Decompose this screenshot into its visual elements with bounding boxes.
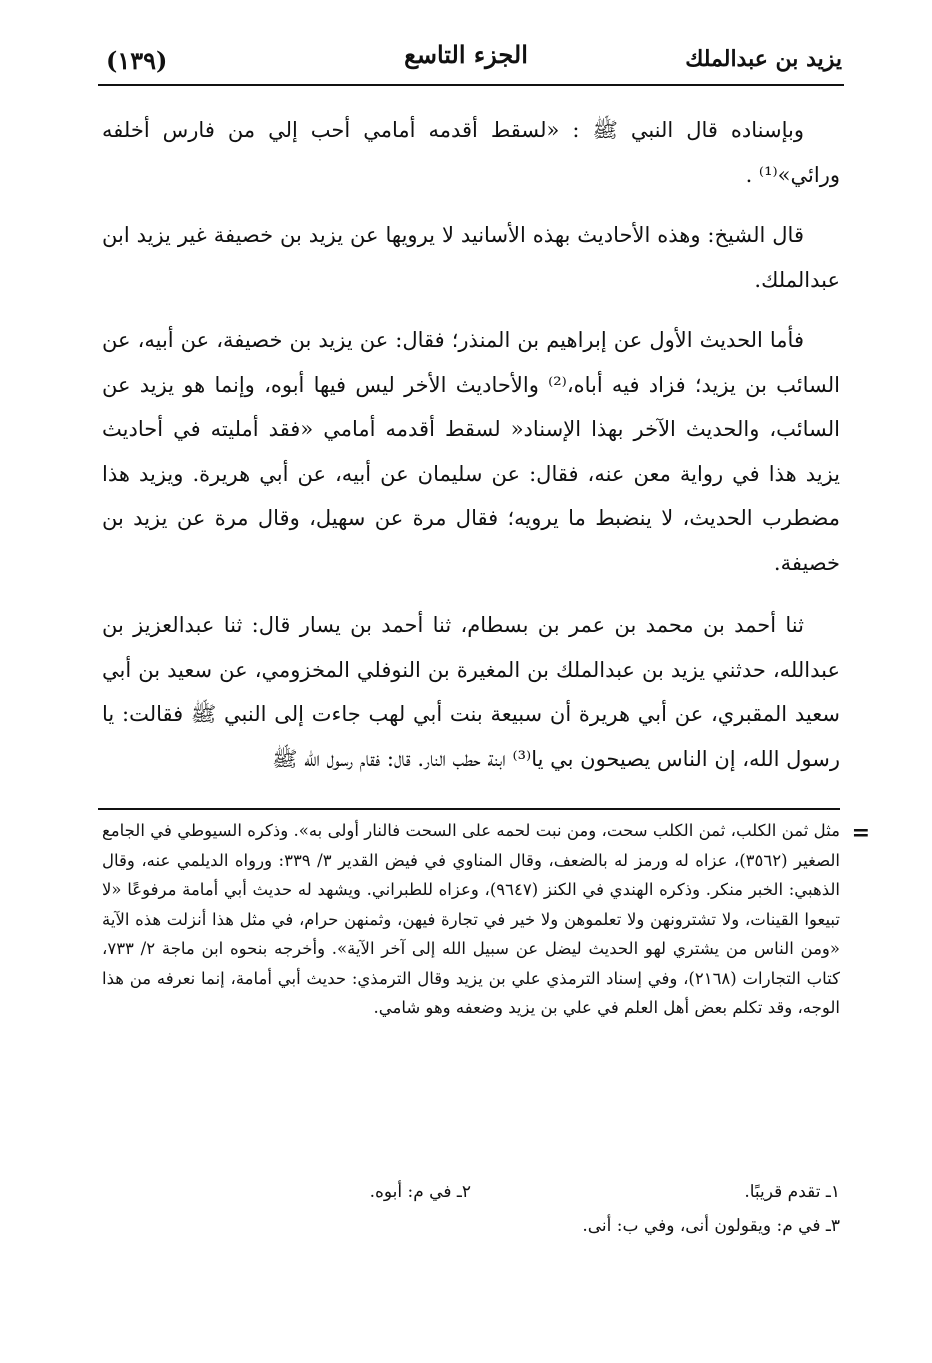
footnote-refs	[102, 1175, 840, 1243]
footnote-divider	[98, 808, 840, 810]
paragraph: قال الشيخ: وهذه الأحاديث بهذه الأسانيد لا يرويها عن يزيد بن خصيفة غير يزيد ابن عبدالملك.	[102, 223, 840, 292]
chapter-title: يزيد بن عبدالملك	[685, 46, 842, 72]
footnote-text: مثل ثمن الكلب، ثمن الكلب سحت، ومن نبت لحمه على السحت فالنار أولى به». وذكره السيوطي في الجامع الصغير (٣٥٦٢)، عزاه له ورمز له بالضعف، وقال المناوي في فيض القدير ٣/ ٣٣٩: ورواه الديلمي عنه، وقال الذهبي: الخبر منكر. وذكره الهندي في الكنز (٩٦٤٧)، وعزاه للطبراني. ويشهد له حديث أبي أمامة مرفوعًا «لا تبيعوا القينات، ولا تشترونهن ولا تعلموهن ولا خير في تجارة فيهن، وثمنهن حرام، في مثل هذا أنزلت هذه الآية «ومن الناس من يشتري لهو الحديث ليضل عن سبيل الله إلى آخر الآية». وأخرجه بنحوه ابن ماجة ٢/ ٧٣٣، كتاب التجارات (٢١٦٨)، وفي إسناد الترمذي علي بن يزيد وقال الترمذي: حديث أبي أمامة، إنما نعرفه من هذا الوجه، وقد تكلم بعض أهل العلم في علي بن يزيد وضعفه وهو شامي.	[102, 821, 840, 1017]
paragraph: ثنا أحمد بن محمد بن عمر بن بسطام، ثنا أحمد بن يسار قال: ثنا عبدالعزيز بن عبدالله، حدثني يزيد بن عبدالملك بن المغيرة بن النوفلي المخزومي، عن سعيد بن أبي سعيد المقبري، عن أبي هريرة أن سبيعة بنت أبي لهب جاءت إلى النبي ﷺ فقالت: يا رسول الله، إن الناس يصيحون بي يا⁽³⁾ ابنة حطب النار. قال: فقام رسول الله ﷺ	[102, 613, 840, 771]
footnote-continuation-mark: =	[851, 820, 870, 846]
paragraph: وبإسناده قال النبي ﷺ : «لسقط أقدمه أمامي أحب إلي من فارس أخلفه ورائي»⁽¹⁾ .	[102, 118, 840, 187]
footnote-ref: ١ـ تقدم قريبًا.	[744, 1182, 840, 1202]
footnote-ref-row	[102, 1175, 840, 1209]
footnote-ref: ٢ـ في م: أبوه.	[369, 1182, 471, 1202]
paragraph: فأما الحديث الأول عن إبراهيم بن المنذر؛ فقال: عن يزيد بن خصيفة، عن أبيه، عن السائب بن يزيد؛ فزاد فيه أباه،⁽²⁾ والأحاديث الأخر ليس فيها أبوه، وإنما هو يزيد عن السائب، والحديث الآخر بهذا الإسناد« لسقط أقدمه أمامي «فقد أمليته في أحاديث يزيد هذا في رواية معن عنه، فقال: عن سليمان عن أبيه، عن أبي هريرة. ويزيد هذا مضطرب الحديث، لا ينضبط ما يرويه؛ فقال مرة عن سهيل، وقال مرة عن يزيد بن خصيفة.	[102, 328, 840, 575]
main-text	[102, 108, 840, 799]
footnote-ref: ٣ـ في م: ويقولون أنى، وفي ب: أنى.	[582, 1216, 840, 1236]
header-divider	[98, 84, 844, 86]
part-label: الجزء التاسع	[404, 40, 528, 69]
page-number: (١٣٩)	[106, 46, 168, 75]
footnotes	[102, 816, 840, 1023]
